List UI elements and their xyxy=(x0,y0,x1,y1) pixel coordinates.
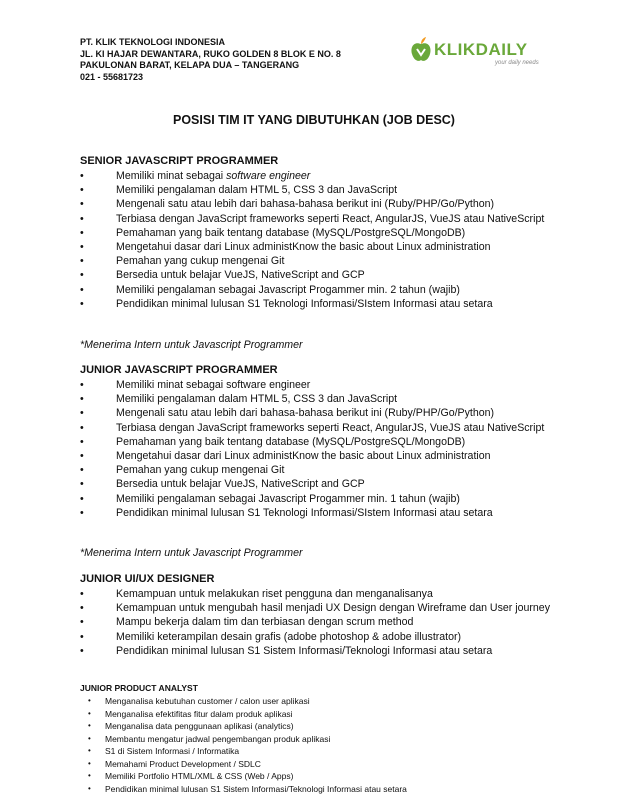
bullet-icon: • xyxy=(80,379,84,391)
company-address-line-2: PAKULONAN BARAT, KELAPA DUA – TANGERANG xyxy=(80,60,300,70)
intern-note: *Menerima Intern untuk Javascript Programmer xyxy=(80,547,303,559)
list-item-text: Menganalisa efektifitas fitur dalam produk aplikasi xyxy=(105,708,293,719)
bullet-icon: • xyxy=(80,644,84,657)
list-item xyxy=(80,378,550,392)
list-item-text: Memiliki pengalaman sebagai Javascript Progammer min. 1 tahun (wajib) xyxy=(116,492,460,505)
bullet-icon: • xyxy=(80,241,84,254)
requirements-list xyxy=(80,587,550,658)
list-item-text: Pendidikan minimal lulusan S1 Teknologi Informasi/SIstem Informasi atau setara xyxy=(116,506,493,519)
list-item xyxy=(80,477,550,491)
logo-wordmark: KLIKDAILY xyxy=(434,40,528,59)
list-item xyxy=(80,240,550,254)
list-item xyxy=(80,406,550,420)
section-senior-javascript-programmer xyxy=(80,155,550,311)
list-item xyxy=(80,630,550,644)
bullet-icon: • xyxy=(88,696,91,705)
list-item-text: Pemahaman yang baik tentang database (MySQL/PostgreSQL/MongoDB) xyxy=(116,226,466,239)
list-item-text: Mampu bekerja dalam tim dan terbiasan dengan scrum method xyxy=(116,616,414,629)
list-item-text: Terbiasa dengan JavaScript frameworks seperti React, AngularJS, VueJS atau NativeScript xyxy=(116,421,545,434)
requirements-list xyxy=(80,169,550,311)
company-name: PT. KLIK TEKNOLOGI INDONESIA xyxy=(80,37,226,47)
bullet-icon: • xyxy=(80,283,84,296)
list-item xyxy=(80,733,550,746)
bullet-icon: • xyxy=(80,435,84,448)
section-junior-javascript-programmer xyxy=(80,364,550,520)
list-item-text: Mengetahui dasar dari Linux administKnow the basic about Linux administration xyxy=(116,241,491,254)
list-item-text: Memiliki keterampilan desain grafis (adobe photoshop & adobe illustrator) xyxy=(116,630,462,643)
bullet-icon: • xyxy=(80,602,84,615)
bullet-icon: • xyxy=(88,733,91,743)
bullet-icon: • xyxy=(80,616,84,629)
list-item-text: Pemahan yang cukup mengenai Git xyxy=(116,255,285,268)
bullet-icon: • xyxy=(88,783,91,793)
list-item-text: Memiliki Portfolio HTML/XML & CSS (Web / Apps) xyxy=(105,771,294,781)
list-item-text: Pemahaman yang baik tentang database (MySQL/PostgreSQL/MongoDB) xyxy=(116,435,466,448)
list-item xyxy=(80,615,550,629)
list-item xyxy=(80,283,550,297)
intern-note: *Menerima Intern untuk Javascript Programmer xyxy=(80,339,303,351)
bullet-icon: • xyxy=(88,746,91,755)
list-item xyxy=(80,435,550,449)
list-item-text: Memiliki pengalaman dalam HTML 5, CSS 3 dan JavaScript xyxy=(116,393,398,406)
list-item-text: Mengenali satu atau lebih dari bahasa-bahasa berikut ini (Ruby/PHP/Go/Python) xyxy=(116,407,495,420)
bullet-icon: • xyxy=(80,588,84,600)
bullet-icon: • xyxy=(80,255,84,268)
page-title: POSISI TIM IT YANG DIBUTUHKAN (JOB DESC) xyxy=(173,113,455,127)
list-item xyxy=(80,268,550,282)
logo-tagline: your daily needs xyxy=(495,60,539,66)
list-item xyxy=(80,720,550,733)
bullet-icon: • xyxy=(80,393,84,406)
bullet-icon: • xyxy=(80,184,84,197)
list-item-text: Memahami Product Development / SDLC xyxy=(105,758,261,769)
bullet-icon: • xyxy=(80,226,84,239)
list-item xyxy=(80,212,550,226)
section-junior-product-analyst xyxy=(80,683,550,795)
klikdaily-logo xyxy=(410,37,560,71)
list-item-text: Pemahan yang cukup mengenai Git xyxy=(116,464,285,477)
list-item xyxy=(80,506,550,520)
list-item xyxy=(80,463,550,477)
list-item xyxy=(80,745,550,758)
bullet-icon: • xyxy=(80,506,84,519)
bullet-icon: • xyxy=(88,721,91,730)
list-item xyxy=(80,392,550,406)
list-item xyxy=(80,254,550,268)
requirements-list xyxy=(80,695,550,795)
list-item-text: Pendidikan minimal lulusan S1 Sistem Informasi/Teknologi Informasi atau setara xyxy=(105,783,407,794)
bullet-icon: • xyxy=(80,297,84,310)
list-item-text: Kemampuan untuk mengubah hasil menjadi UX Design dengan Wireframe dan User journey xyxy=(116,602,550,615)
list-item xyxy=(80,421,550,435)
list-item xyxy=(80,758,550,771)
list-item-text: Pendidikan minimal lulusan S1 Teknologi Informasi/SIstem Informasi atau setara xyxy=(116,297,493,310)
bullet-icon: • xyxy=(88,758,91,768)
bullet-icon: • xyxy=(80,492,84,505)
bullet-icon: • xyxy=(80,478,84,491)
bullet-icon: • xyxy=(80,421,84,434)
bullet-icon: • xyxy=(80,630,84,643)
bullet-icon: • xyxy=(80,212,84,225)
requirements-list xyxy=(80,378,550,520)
list-item-text: Memiliki minat sebagai software engineer xyxy=(116,170,311,182)
bullet-icon: • xyxy=(80,170,84,182)
apple-leaf-icon xyxy=(410,37,432,63)
list-item-text: Memiliki minat sebagai software engineer xyxy=(116,379,311,391)
list-item-text: Memiliki pengalaman sebagai Javascript Progammer min. 2 tahun (wajib) xyxy=(116,283,460,296)
bullet-icon: • xyxy=(80,464,84,477)
list-item xyxy=(80,492,550,506)
bullet-icon: • xyxy=(80,269,84,282)
list-item xyxy=(80,183,550,197)
list-item xyxy=(80,601,550,615)
bullet-icon: • xyxy=(80,198,84,211)
list-item-text: Pendidikan minimal lulusan S1 Sistem Informasi/Teknologi Informasi atau setara xyxy=(116,644,493,657)
list-item xyxy=(80,297,550,311)
list-item-text: Mengenali satu atau lebih dari bahasa-bahasa berikut ini (Ruby/PHP/Go/Python) xyxy=(116,198,495,211)
list-item xyxy=(80,695,550,708)
company-address-line-1: JL. KI HAJAR DEWANTARA, RUKO GOLDEN 8 BLOK E NO. 8 xyxy=(80,48,341,59)
bullet-icon: • xyxy=(80,407,84,420)
section-title: JUNIOR PRODUCT ANALYST xyxy=(80,683,198,693)
section-title: JUNIOR JAVASCRIPT PROGRAMMER xyxy=(80,364,278,376)
list-item-text: Menganalisa data penggunaan aplikasi (analytics) xyxy=(105,721,294,731)
list-item xyxy=(80,587,550,601)
list-item-text: S1 di Sistem Informasi / Informatika xyxy=(105,746,240,756)
list-item xyxy=(80,783,550,796)
list-item xyxy=(80,770,550,783)
list-item xyxy=(80,449,550,463)
list-item-text: Bersedia untuk belajar VueJS, NativeScript and GCP xyxy=(116,269,365,282)
list-item-text: Menganalisa kebutuhan customer / calon user aplikasi xyxy=(105,696,310,706)
list-item xyxy=(80,169,550,183)
bullet-icon: • xyxy=(80,450,84,463)
list-item xyxy=(80,197,550,211)
section-title: JUNIOR UI/UX DESIGNER xyxy=(80,573,215,585)
list-item-text: Terbiasa dengan JavaScript frameworks seperti React, AngularJS, VueJS atau NativeScript xyxy=(116,212,545,225)
list-item xyxy=(80,708,550,721)
list-item xyxy=(80,644,550,658)
list-item-text: Memiliki pengalaman dalam HTML 5, CSS 3 dan JavaScript xyxy=(116,184,398,197)
company-phone: 021 - 55681723 xyxy=(80,71,144,82)
list-item xyxy=(80,226,550,240)
list-item-text: Kemampuan untuk melakukan riset pengguna dan menganalisanya xyxy=(116,588,433,600)
bullet-icon: • xyxy=(88,771,91,780)
list-item-text: Bersedia untuk belajar VueJS, NativeScript and GCP xyxy=(116,478,365,491)
bullet-icon: • xyxy=(88,708,91,718)
company-header xyxy=(80,37,341,83)
list-item-text: Membantu mengatur jadwal pengembangan produk aplikasi xyxy=(105,733,331,744)
section-title: SENIOR JAVASCRIPT PROGRAMMER xyxy=(80,155,279,167)
list-item-text: Mengetahui dasar dari Linux administKnow the basic about Linux administration xyxy=(116,450,491,463)
section-junior-ui-ux-designer xyxy=(80,573,550,658)
